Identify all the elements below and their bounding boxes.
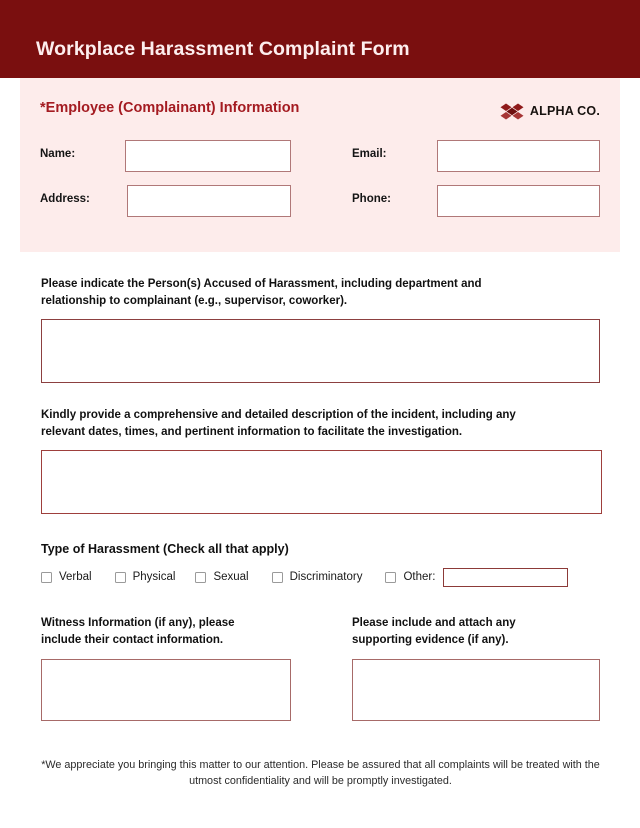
other-harassment-type-input[interactable] — [443, 568, 568, 587]
checkbox-physical-icon[interactable] — [115, 572, 126, 583]
checkbox-sexual-label: Sexual — [213, 571, 249, 583]
incident-label-line-1: Kindly provide a comprehensive and detailed description of the incident, including any — [41, 409, 516, 421]
address-label: Address: — [40, 193, 90, 205]
checkbox-verbal-label: Verbal — [59, 571, 92, 583]
footer-line-2: treated with the utmost confidentiality and will be promptly investigated. — [189, 759, 600, 787]
checkbox-item-other[interactable] — [385, 571, 435, 583]
supporting-evidence-block — [352, 615, 600, 721]
harassment-types-heading: Type of Harassment (Check all that apply) — [41, 542, 289, 556]
email-label: Email: — [352, 148, 387, 160]
checkbox-item-physical[interactable] — [115, 571, 176, 583]
phone-input[interactable] — [437, 185, 600, 217]
harassment-types-block — [41, 542, 600, 586]
incident-description-textarea[interactable] — [41, 450, 602, 514]
footer-line-1: *We appreciate you bringing this matter to our attention. Please be assured that all complaints will be — [41, 759, 523, 771]
accused-persons-block — [41, 276, 600, 383]
name-input[interactable] — [125, 140, 291, 172]
accused-persons-textarea[interactable] — [41, 319, 600, 383]
witness-label-line-2: include their contact information. — [41, 634, 224, 646]
employee-section-heading: *Employee (Complainant) Information — [40, 100, 300, 116]
incident-description-block — [41, 407, 602, 514]
checkbox-discriminatory-label: Discriminatory — [289, 571, 363, 583]
company-brand — [500, 100, 600, 122]
field-row-email — [352, 140, 600, 172]
evidence-label-line-2: supporting evidence (if any). — [352, 634, 509, 646]
witness-label-line-1: Witness Information (if any), please — [41, 617, 235, 629]
address-input[interactable] — [127, 185, 291, 217]
phone-label: Phone: — [352, 193, 391, 205]
accused-label-line-2: relationship to complainant (e.g., supervisor, coworker). — [41, 295, 348, 307]
footer-confidentiality-note — [41, 757, 600, 789]
incident-description-label — [41, 407, 602, 441]
email-input[interactable] — [437, 140, 600, 172]
supporting-evidence-textarea[interactable] — [352, 659, 600, 721]
field-row-address — [40, 185, 292, 217]
brand-name: ALPHA CO. — [529, 104, 600, 118]
name-label: Name: — [40, 148, 76, 160]
page-title: Workplace Harassment Complaint Form — [36, 38, 410, 60]
field-row-phone — [352, 185, 600, 217]
checkbox-item-discriminatory[interactable] — [272, 571, 363, 583]
employee-panel-header — [40, 100, 600, 124]
checkbox-other-icon[interactable] — [385, 572, 396, 583]
harassment-types-checkbox-row — [41, 568, 600, 586]
page-header-band — [0, 0, 640, 78]
accused-label-line-1: Please indicate the Person(s) Accused of Harassment, including department and — [41, 278, 482, 290]
evidence-label-line-1: Please include and attach any — [352, 617, 516, 629]
supporting-evidence-label — [352, 615, 600, 649]
checkbox-verbal-icon[interactable] — [41, 572, 52, 583]
checkbox-other-label: Other: — [403, 571, 436, 583]
incident-label-line-2: relevant dates, times, and pertinent information to facilitate the investigation. — [41, 426, 463, 438]
checkbox-physical-label: Physical — [132, 571, 176, 583]
checkbox-item-verbal[interactable] — [41, 571, 92, 583]
alpha-diamond-logo-icon — [500, 103, 524, 120]
witness-information-block — [41, 615, 291, 721]
witness-information-textarea[interactable] — [41, 659, 291, 721]
checkbox-sexual-icon[interactable] — [195, 572, 206, 583]
field-row-name — [40, 140, 292, 172]
checkbox-item-sexual[interactable] — [195, 571, 248, 583]
accused-persons-label — [41, 276, 600, 310]
checkbox-discriminatory-icon[interactable] — [272, 572, 283, 583]
witness-information-label — [41, 615, 291, 649]
